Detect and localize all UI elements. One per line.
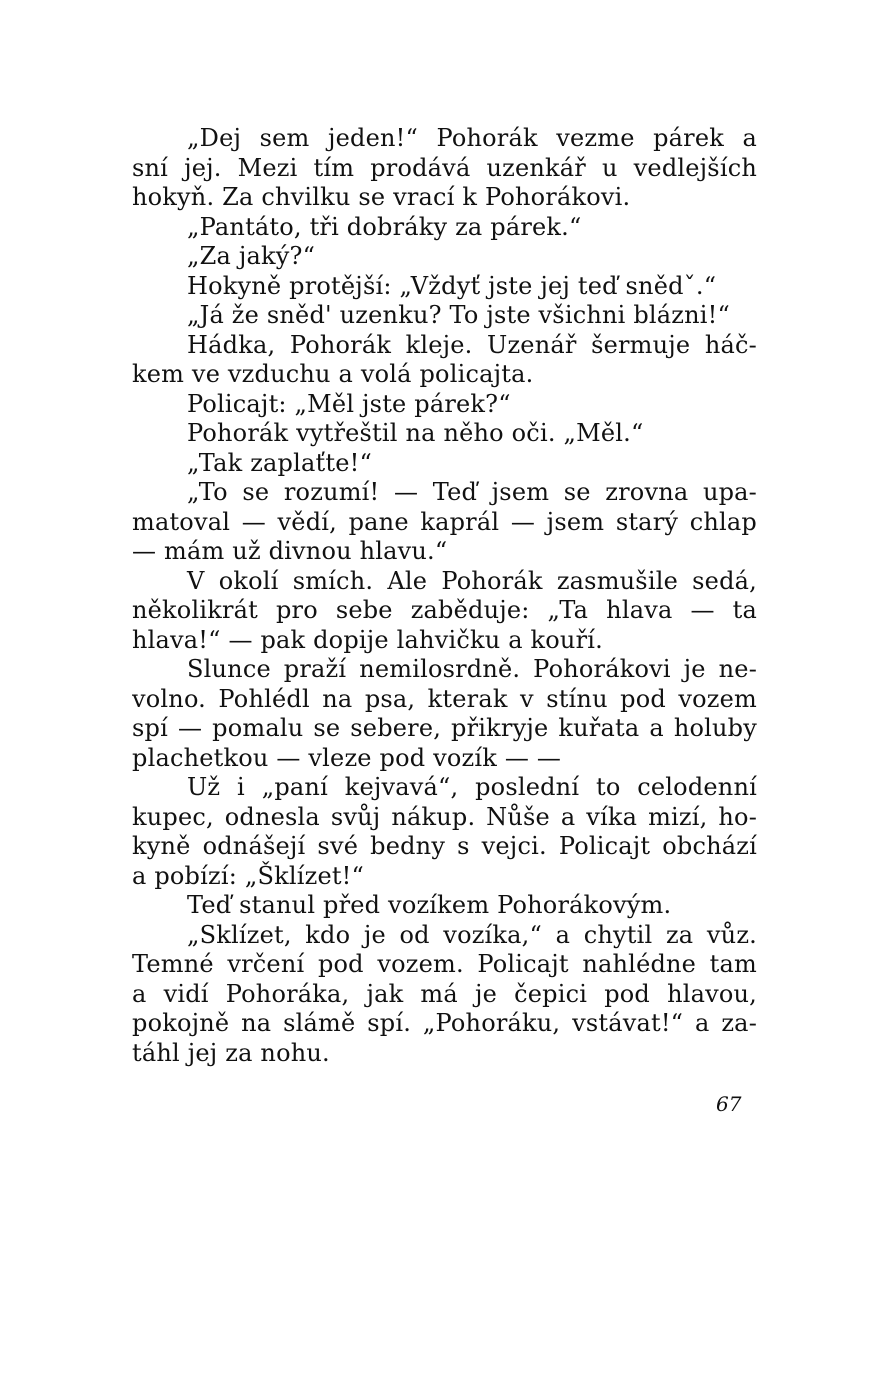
text-line: „Za jaký?“	[187, 242, 316, 270]
text-line: Hádka, Pohorák kleje. Uzenář šermuje háč-	[187, 330, 757, 359]
text-line: pokojně na slámě spí. „Pohoráku, vstávat!“ a za-	[132, 1009, 757, 1037]
text-line: „Tak zaplaťte!“	[187, 448, 372, 477]
text-line: několikrát pro sebe zaběduje: „Ta hlava — ta	[132, 596, 757, 624]
text-line: sní jej. Mezi tím prodává uzenkář u vedlejších	[132, 153, 757, 182]
text-line: V okolí smích. Ale Pohorák zasmušile sedá,	[187, 566, 757, 595]
text-line: plachetkou — vleze pod vozík — —	[132, 743, 562, 772]
page-number: 67	[716, 1092, 742, 1116]
text-line: Policajt: „Měl jste párek?“	[187, 389, 511, 418]
text-line: „To se rozumí! — Teď jsem se zrovna upa-	[187, 478, 757, 506]
text-line: „Já že sněd' uzenku? To jste všichni blázni!“	[187, 301, 730, 329]
text-line: hlava!“ — pak dopije lahvičku a kouří.	[132, 625, 603, 654]
text-line: Teď stanul před vozíkem Pohorákovým.	[187, 891, 672, 919]
text-line: kupec, odnesla svůj nákup. Nůše a víka mizí, ho-	[132, 802, 757, 831]
text-line: hokyň. Za chvilku se vrací k Pohorákovi.	[132, 183, 631, 211]
text-line: „Sklízet, kdo je od vozíka,“ a chytil za vůz.	[187, 920, 757, 949]
text-line: matoval — vědí, pane kaprál — jsem starý chlap	[132, 507, 757, 536]
text-line: kyně odnášejí své bedny s vejci. Policajt obchází	[132, 832, 757, 860]
text-line: táhl jej za nohu.	[132, 1038, 330, 1067]
text-line: Hokyně protější: „Vždyť jste jej teď snědˇ.“	[187, 271, 717, 300]
body-text	[132, 124, 757, 1068]
text-line: „Dej sem jeden!“ Pohorák vezme párek a	[187, 124, 757, 152]
text-line: Pohorák vytřeštil na něho oči. „Měl.“	[187, 419, 644, 447]
text-line: Temné vrčení pod vozem. Policajt nahlédne tam	[132, 950, 757, 978]
text-line: kem ve vzduchu a volá policajta.	[132, 360, 534, 388]
text-line: a vidí Pohoráka, jak má je čepici pod hlavou,	[132, 979, 757, 1008]
text-line: Slunce praží nemilosrdně. Pohorákovi je ne-	[187, 655, 757, 683]
text-line: „Pantáto, tři dobráky za párek.“	[187, 212, 582, 241]
text-line: volno. Pohlédl na psa, kterak v stínu pod vozem	[132, 684, 757, 713]
text-line: Už i „paní kejvavá“, poslední to celodenní	[187, 773, 757, 801]
text-line: spí — pomalu se sebere, přikryje kuřata a holuby	[132, 714, 757, 742]
text-line: a pobízí: „Šklízet!“	[132, 861, 364, 890]
text-line: — mám už divnou hlavu.“	[132, 537, 448, 565]
